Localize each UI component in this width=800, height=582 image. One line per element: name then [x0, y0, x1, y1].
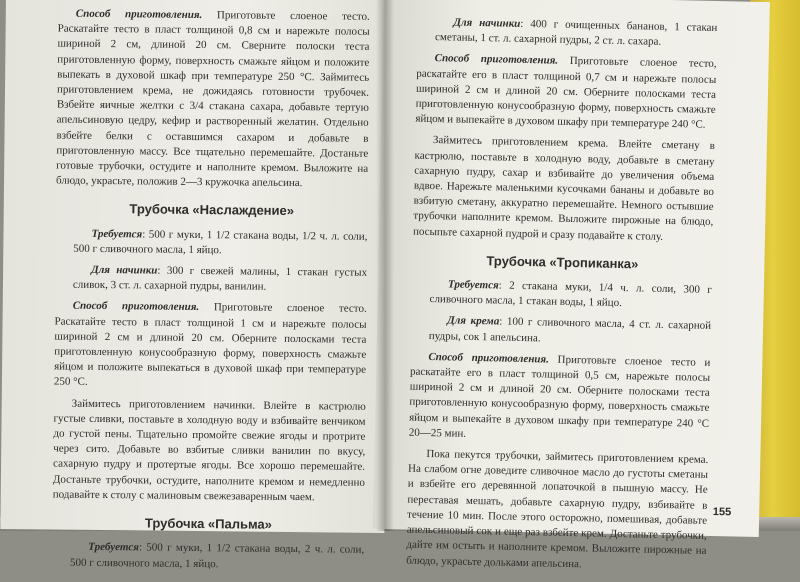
left-page: [0, 0, 390, 570]
right-text-column: [406, 15, 718, 581]
recipe-title-palma: Трубочка «Пальма»: [144, 515, 273, 532]
left-method-paragraph-2: Способ приготовления. Приготовьте слоеное тесто. Раскатайте тесто в пласт толщиной 1 см и нарежьте полосы шириной 2 см и длиной 20 см. Оберните полосками теста приготовленную конусообразную форму, поверхность смажьте яйцом и положите выпекаться в духовой шкаф при температуре 250 °С.: [53, 300, 367, 389]
recipe-title-tropikanka: Трубочка «Тропиканка»: [486, 253, 639, 272]
book-spine-shadow: [376, 0, 394, 531]
left-method-paragraph-1: Способ приготовления. Приготовьте слоеное тесто. Раскатайте тесто в пласт толщиной 0,8 см и нарежьте полосы шириной 2 см, длиной 20 см. Сверните полоски теста приготовленную форму, поверхность смажьте яйцом и положите выпекать в духовой шкаф при температуре 250 °С. Займитесь приготовлением крема, не дожидаясь готовности трубочек. Взбейте яичные желтки с 3/4 стакана сахара, добавьте тертую апельсиновую цедру, кефир и растворенный желатин. Отдельно взбейте белки с оставшимся сахаром и добавьте в приготовленную массу. Все тщательно перемешайте. Достаньте готовые трубочки, остудите и наполните кремом. Выложите на блюдо, украсьте, положив 2—3 кружочка апельсина.: [55, 7, 370, 190]
right-cream-method: Пока пекутся трубочки, займитесь приготовлением крема. На слабом огне доведите сливочное масло до густоты сметаны и взбейте его деревянной лопаточкой в пышную массу. Не переставая мешать, добавьте сахарную пудру, взбивайте в течение 10 мин. После этого осторожно, помешивая, добавьте апельсиновый сок и еще раз взбейте крем. Достаньте трубочки, дайте им остыть и наполните кремом. Выложите пирожные на блюдо, украсьте дольками апельсина.: [406, 448, 709, 570]
right-page: [373, 0, 770, 570]
right-cream-ingredients: Для крема: 100 г сливочного масла, 4 ст. л. сахарной пудры, сок 1 апельсина.: [428, 314, 712, 345]
left-filling: Для начинки: 300 г свежей малины, 1 стакан густых сливок, 3 ст. л. сахарной пудры, ванилин.: [72, 263, 368, 293]
left-requires: Требуется: 500 г муки, 1 1/2 стакана воды, 1/2 ч. л. соли, 500 г сливочного масла, 1 яйцо.: [73, 227, 368, 257]
left-text-column: [52, 7, 370, 580]
right-filling: Для начинки: 400 г очищенных бананов, 1 стакан сметаны, 1 ст. л. сахарной пудры, 2 ст. л. сахара.: [434, 16, 718, 49]
right-cream-paragraph: Займитесь приготовлением крема. Влейте сметану в кастрюлю, поставьте в холодную воду, добавьте в сметану сахарную пудру, сахар и взбивайте до увеличения объема вдвое. Нарежьте маленькими кусочками бананы и добавьте во взбитую сметану, аккуратно перемешайте. Немного остывшие трубочки наполните кремом. Выложите пирожные на блюдо, посыпьте сахарной пудрой и сразу подавайте к столу.: [412, 134, 716, 243]
right-requires: Требуется: 2 стакана муки, 1/4 ч. л. соли, 300 г сливочного масла, 1 стакан воды, 1 яйцо.: [429, 278, 712, 310]
left-requires-2: Требуется: 500 г муки, 1 1/2 стакана воды, 2 ч. л. соли, 500 г сливочного масла, 1 яйцо.: [69, 541, 365, 570]
left-filling-paragraph: Займитесь приготовлением начинки. Влейте в кастрюлю густые сливки, поставьте в холодную воду и взбивайте венчиком до густой пены. Тщательно промойте свежие ягоды и протрите через сито. Добавьте во взбитые сливки ванилин по вкусу, сахарную пудру и протертые ягоды. Все хорошо перемешайте. Достаньте трубочки, остудите, наполните кремом и немедленно подавайте к столу с малиновым свежезаваренным чаем.: [52, 397, 366, 504]
recipe-title-naslazhdenie: Трубочка «Наслаждение»: [129, 201, 295, 219]
right-method-paragraph-2: Способ приготовления. Приготовьте слоеное тесто и раскатайте его в пласт толщиной 0,5 см, нарежьте полосы шириной 2 см и длиной 20 см. Оберните полосками теста приготовленную конусообразную форму, поверхность смажьте яйцом и выпекайте в духовом шкафу при температуре 240 °С 20—25 мин.: [408, 350, 711, 440]
right-method-paragraph-1: Способ приготовления. Приготовьте слоеное тесто, раскатайте его в пласт толщиной 0,7 см и нарежьте полосы шириной 2 см и длиной 20 см. Оберните полосками теста приготовленную конусообразную форму, поверхность смажьте яйцом и выпекайте в духовом шкафу при температуре 240 °С.: [415, 52, 717, 131]
page-number: 155: [712, 506, 732, 519]
